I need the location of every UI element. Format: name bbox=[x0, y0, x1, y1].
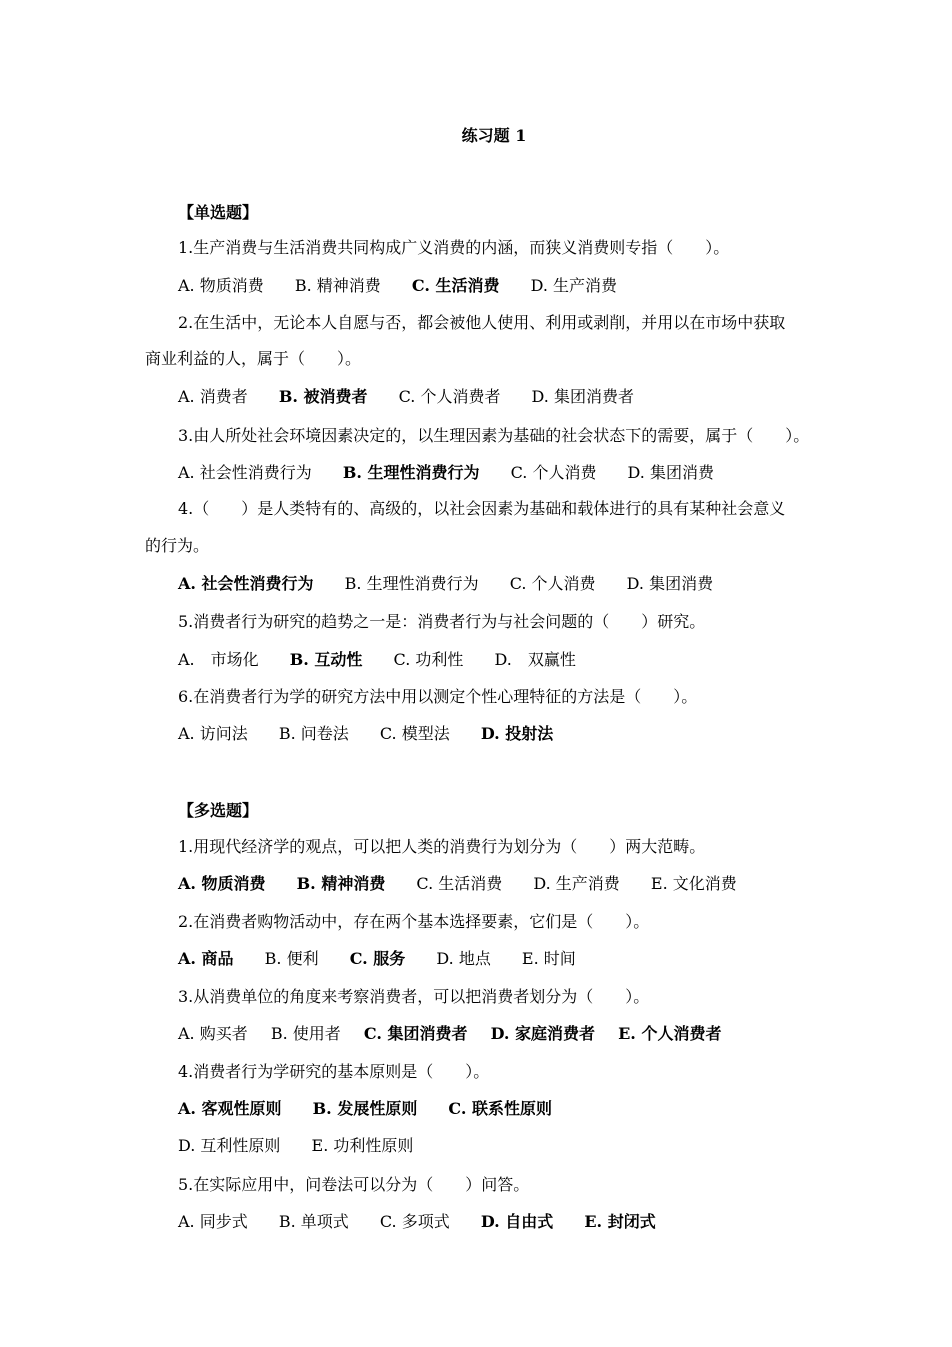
option-answer: C. 生活消费 bbox=[411, 276, 500, 295]
option: A. 社会性消费行为 bbox=[178, 463, 312, 482]
option-row bbox=[178, 1097, 578, 1121]
option: A. 购买者 bbox=[178, 1024, 248, 1043]
question-stem: 5.在实际应用中，问卷法可以分为（ ）问答。 bbox=[178, 1175, 530, 1194]
option: D. 地点 bbox=[436, 949, 491, 968]
option-answer: B. 发展性原则 bbox=[312, 1099, 418, 1118]
option: A. 市场化 bbox=[178, 650, 259, 669]
option-answer: A. 客观性原则 bbox=[178, 1099, 282, 1118]
option-answer: E. 封闭式 bbox=[584, 1212, 656, 1231]
option: D. 双赢性 bbox=[494, 650, 576, 669]
option: D. 生产消费 bbox=[533, 874, 620, 893]
option-row bbox=[178, 1210, 682, 1234]
question-stem-cont: 的行为。 bbox=[145, 536, 210, 555]
option: B. 问卷法 bbox=[278, 724, 349, 743]
option-answer: D. 自由式 bbox=[480, 1212, 554, 1231]
option-answer: D. 投射法 bbox=[480, 724, 554, 743]
option: C. 功利性 bbox=[393, 650, 464, 669]
option: A. 物质消费 bbox=[178, 276, 264, 295]
option-row bbox=[178, 572, 739, 596]
option: A. 同步式 bbox=[178, 1212, 248, 1231]
option-answer: C. 服务 bbox=[349, 949, 406, 968]
option: D. 集团消费 bbox=[627, 463, 714, 482]
option-answer: A. 社会性消费行为 bbox=[178, 574, 314, 593]
option-answer: C. 集团消费者 bbox=[363, 1024, 468, 1043]
option: E. 文化消费 bbox=[650, 874, 737, 893]
option: C. 多项式 bbox=[379, 1212, 450, 1231]
option: C. 个人消费 bbox=[509, 574, 596, 593]
option-answer: B. 生理性消费行为 bbox=[342, 463, 480, 482]
option: D. 集团消费者 bbox=[531, 387, 634, 406]
option-answer: A. 商品 bbox=[178, 949, 234, 968]
question-stem: 5.消费者行为研究的趋势之一是：消费者行为与社会问题的（ ）研究。 bbox=[178, 612, 706, 631]
option: C. 生活消费 bbox=[416, 874, 503, 893]
page-title: 练习题 1 bbox=[461, 126, 527, 145]
option-answer: B. 互动性 bbox=[289, 650, 363, 669]
option: D. 生产消费 bbox=[530, 276, 617, 295]
option: B. 生理性消费行为 bbox=[344, 574, 479, 593]
option-answer: C. 联系性原则 bbox=[448, 1099, 553, 1118]
question-stem: 4.（ ）是人类特有的、高级的，以社会因素为基础和载体进行的具有某种社会意义 bbox=[178, 499, 786, 518]
option-row bbox=[178, 722, 579, 746]
option-answer: E. 个人消费者 bbox=[618, 1024, 722, 1043]
question-stem: 4.消费者行为学研究的基本原则是（ ）。 bbox=[178, 1062, 490, 1081]
question-stem: 2.在生活中，无论本人自愿与否，都会被他人使用、利用或剥削，并用以在市场中获取 bbox=[178, 313, 786, 332]
option: C. 个人消费 bbox=[510, 463, 597, 482]
question-stem: 1.用现代经济学的观点，可以把人类的消费行为划分为（ ）两大范畴。 bbox=[178, 837, 706, 856]
option: E. 功利性原则 bbox=[311, 1136, 414, 1155]
section-header-multi: 【多选题】 bbox=[178, 801, 259, 820]
question-stem: 1.生产消费与生活消费共同构成广义消费的内涵，而狭义消费则专指（ ）。 bbox=[178, 238, 730, 257]
option: D. 集团消费 bbox=[626, 574, 714, 593]
option: D. 互利性原则 bbox=[178, 1136, 281, 1155]
question-stem-cont: 商业利益的人，属于（ ）。 bbox=[145, 349, 362, 368]
option: B. 使用者 bbox=[270, 1024, 341, 1043]
option-row bbox=[178, 461, 740, 485]
question-stem: 3.从消费单位的角度来考察消费者，可以把消费者划分为（ ）。 bbox=[178, 987, 650, 1006]
option: C. 模型法 bbox=[379, 724, 450, 743]
question-stem: 6.在消费者行为学的研究方法中用以测定个性心理特征的方法是（ ）。 bbox=[178, 687, 698, 706]
question-stem: 3.由人所处社会环境因素决定的，以生理因素为基础的社会状态下的需要，属于（ ）。 bbox=[178, 426, 810, 445]
option-answer: B. 被消费者 bbox=[278, 387, 368, 406]
option: A. 访问法 bbox=[178, 724, 248, 743]
option: E. 时间 bbox=[521, 949, 576, 968]
option-answer: B. 精神消费 bbox=[296, 874, 386, 893]
option-row bbox=[178, 947, 602, 971]
option-answer: D. 家庭消费者 bbox=[490, 1024, 596, 1043]
option-row bbox=[178, 1022, 747, 1046]
question-stem: 2.在消费者购物活动中，存在两个基本选择要素，它们是（ ）。 bbox=[178, 912, 650, 931]
option-row bbox=[178, 385, 660, 409]
option: B. 便利 bbox=[264, 949, 319, 968]
option: B. 单项式 bbox=[278, 1212, 349, 1231]
option: A. 消费者 bbox=[178, 387, 248, 406]
option-answer: A. 物质消费 bbox=[178, 874, 266, 893]
option-row bbox=[178, 274, 643, 298]
option: C. 个人消费者 bbox=[398, 387, 501, 406]
option-row bbox=[178, 872, 763, 896]
option-row bbox=[178, 648, 602, 672]
section-header-single: 【单选题】 bbox=[178, 203, 259, 222]
option: B. 精神消费 bbox=[294, 276, 381, 295]
option-row bbox=[178, 1134, 439, 1158]
